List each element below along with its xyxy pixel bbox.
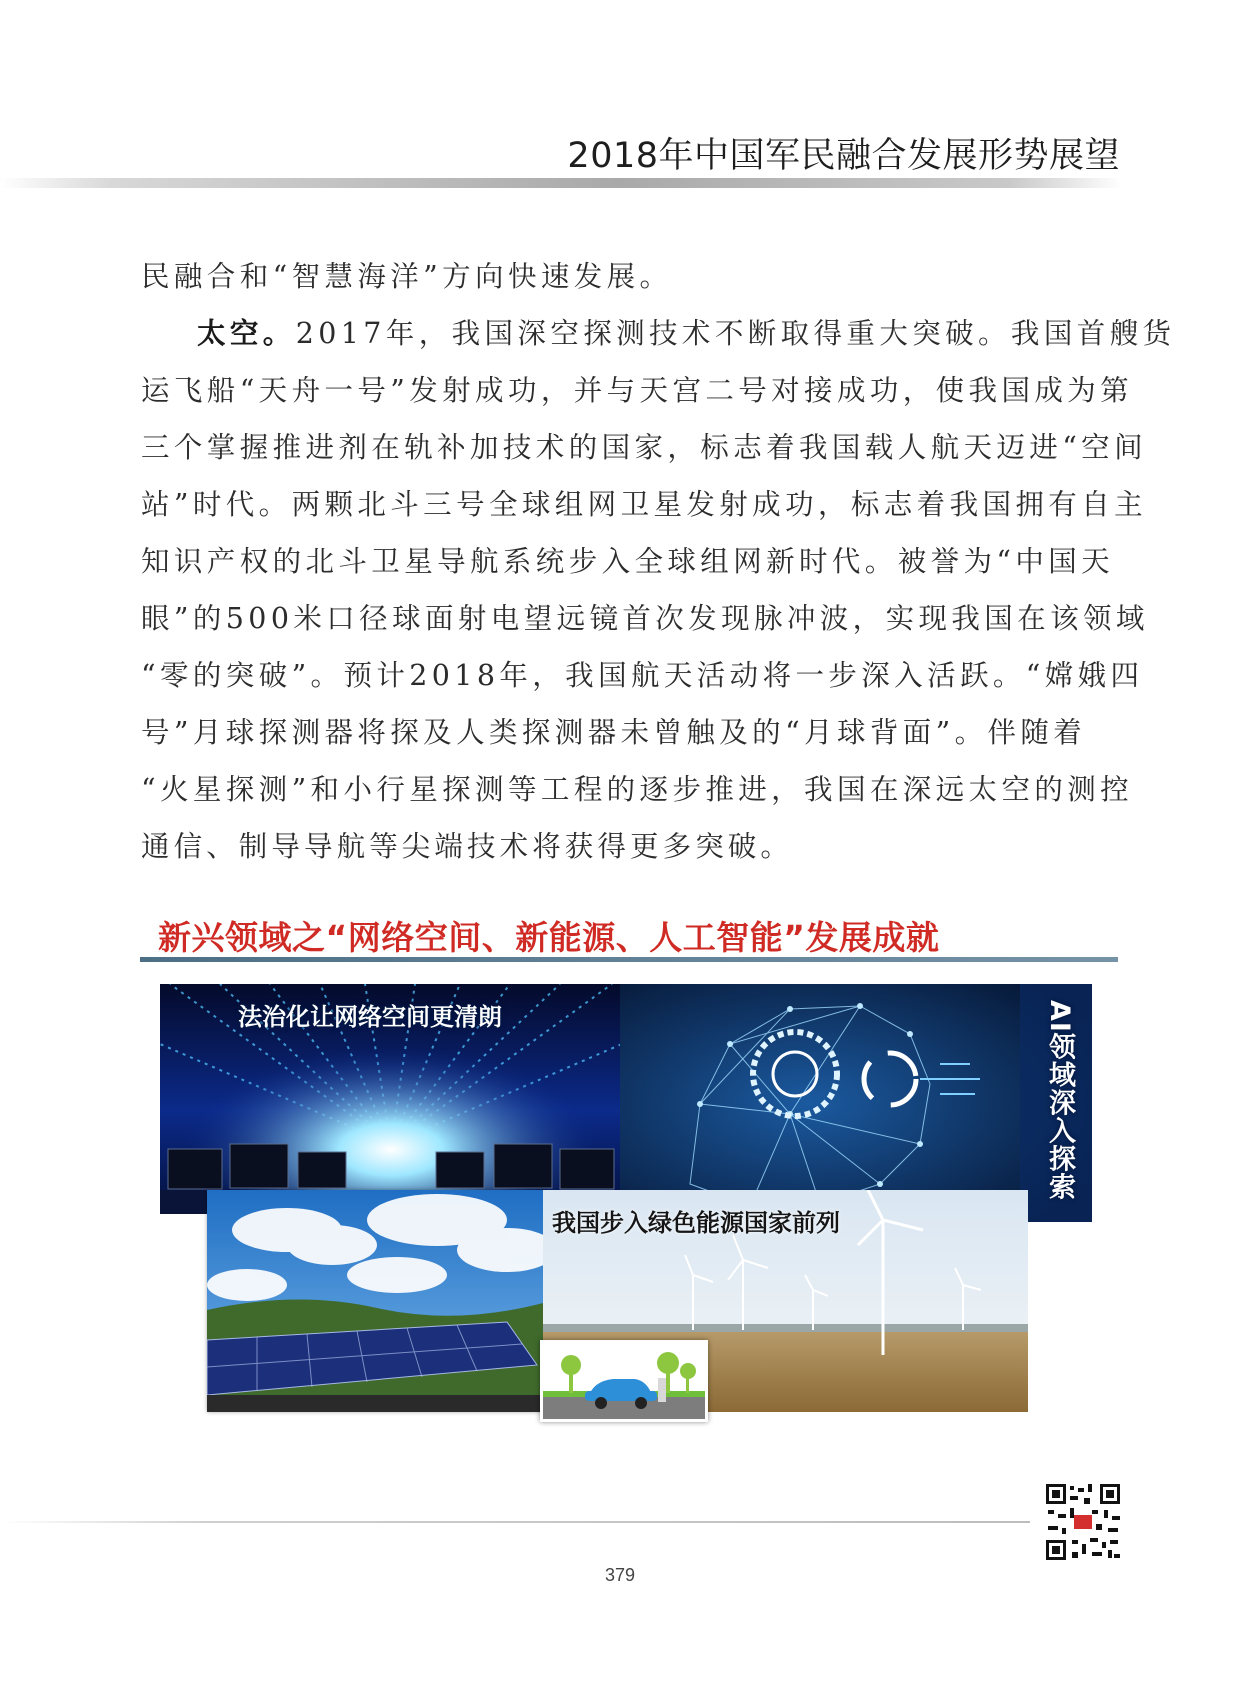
running-header-title: 2018年中国军民融合发展形势展望 [567,136,1120,176]
footer-divider [0,1521,1030,1523]
body-line-8: “零的突破”。预计2018年，我国航天活动将一步深入活跃。“嫦娥四 [141,659,1144,692]
ai-photo [620,984,1092,1222]
ai-caption: AI领域深入探索 [1044,1000,1075,1201]
page-number: 379 [604,1565,636,1585]
header-divider [0,178,1122,188]
electric-car-inset [540,1340,708,1422]
qr-code [1044,1482,1122,1562]
body-line-10: “火星探测”和小行星探测等工程的逐步推进，我国在深远太空的测控 [141,773,1134,806]
body-line-7: 眼”的500米口径球面射电望远镜首次发现脉冲波，实现我国在该领域 [141,602,1149,635]
green-energy-caption: 我国步入绿色能源国家前列 [552,1209,840,1237]
space-lead: 太空。 [197,317,296,350]
body-line-4: 三个掌握推进剂在轨补加技术的国家，标志着我国载人航天迈进“空间 [141,431,1147,464]
space-paragraph-first-line [141,305,1176,362]
body-line-11: 通信、制导导航等尖端技术将获得更多突破。 [141,830,794,863]
body-line-9: 号”月球探测器将探及人类探测器未曾触及的“月球背面”。伴随着 [141,716,1087,749]
body-text [141,248,1176,875]
space-first-line-text: 2017年，我国深空探测技术不断取得重大突破。我国首艘货 [295,317,1176,350]
cyberspace-caption: 法治化让网络空间更清朗 [238,1003,502,1031]
solar-panels-photo [207,1190,547,1412]
body-line-3: 运飞船“天舟一号”发射成功，并与天宫二号对接成功，使我国成为第 [141,374,1134,407]
body-line-1: 民融合和“智慧海洋”方向快速发展。 [141,260,673,293]
section-heading: 新兴领域之“网络空间、新能源、人工智能”发展成就 [158,918,940,957]
body-line-5: 站”时代。两颗北斗三号全球组网卫星发射成功，标志着我国拥有自主 [141,488,1147,521]
section-heading-rule [140,957,1118,962]
body-line-6: 知识产权的北斗卫星导航系统步入全球组网新时代。被誉为“中国天 [141,545,1115,578]
